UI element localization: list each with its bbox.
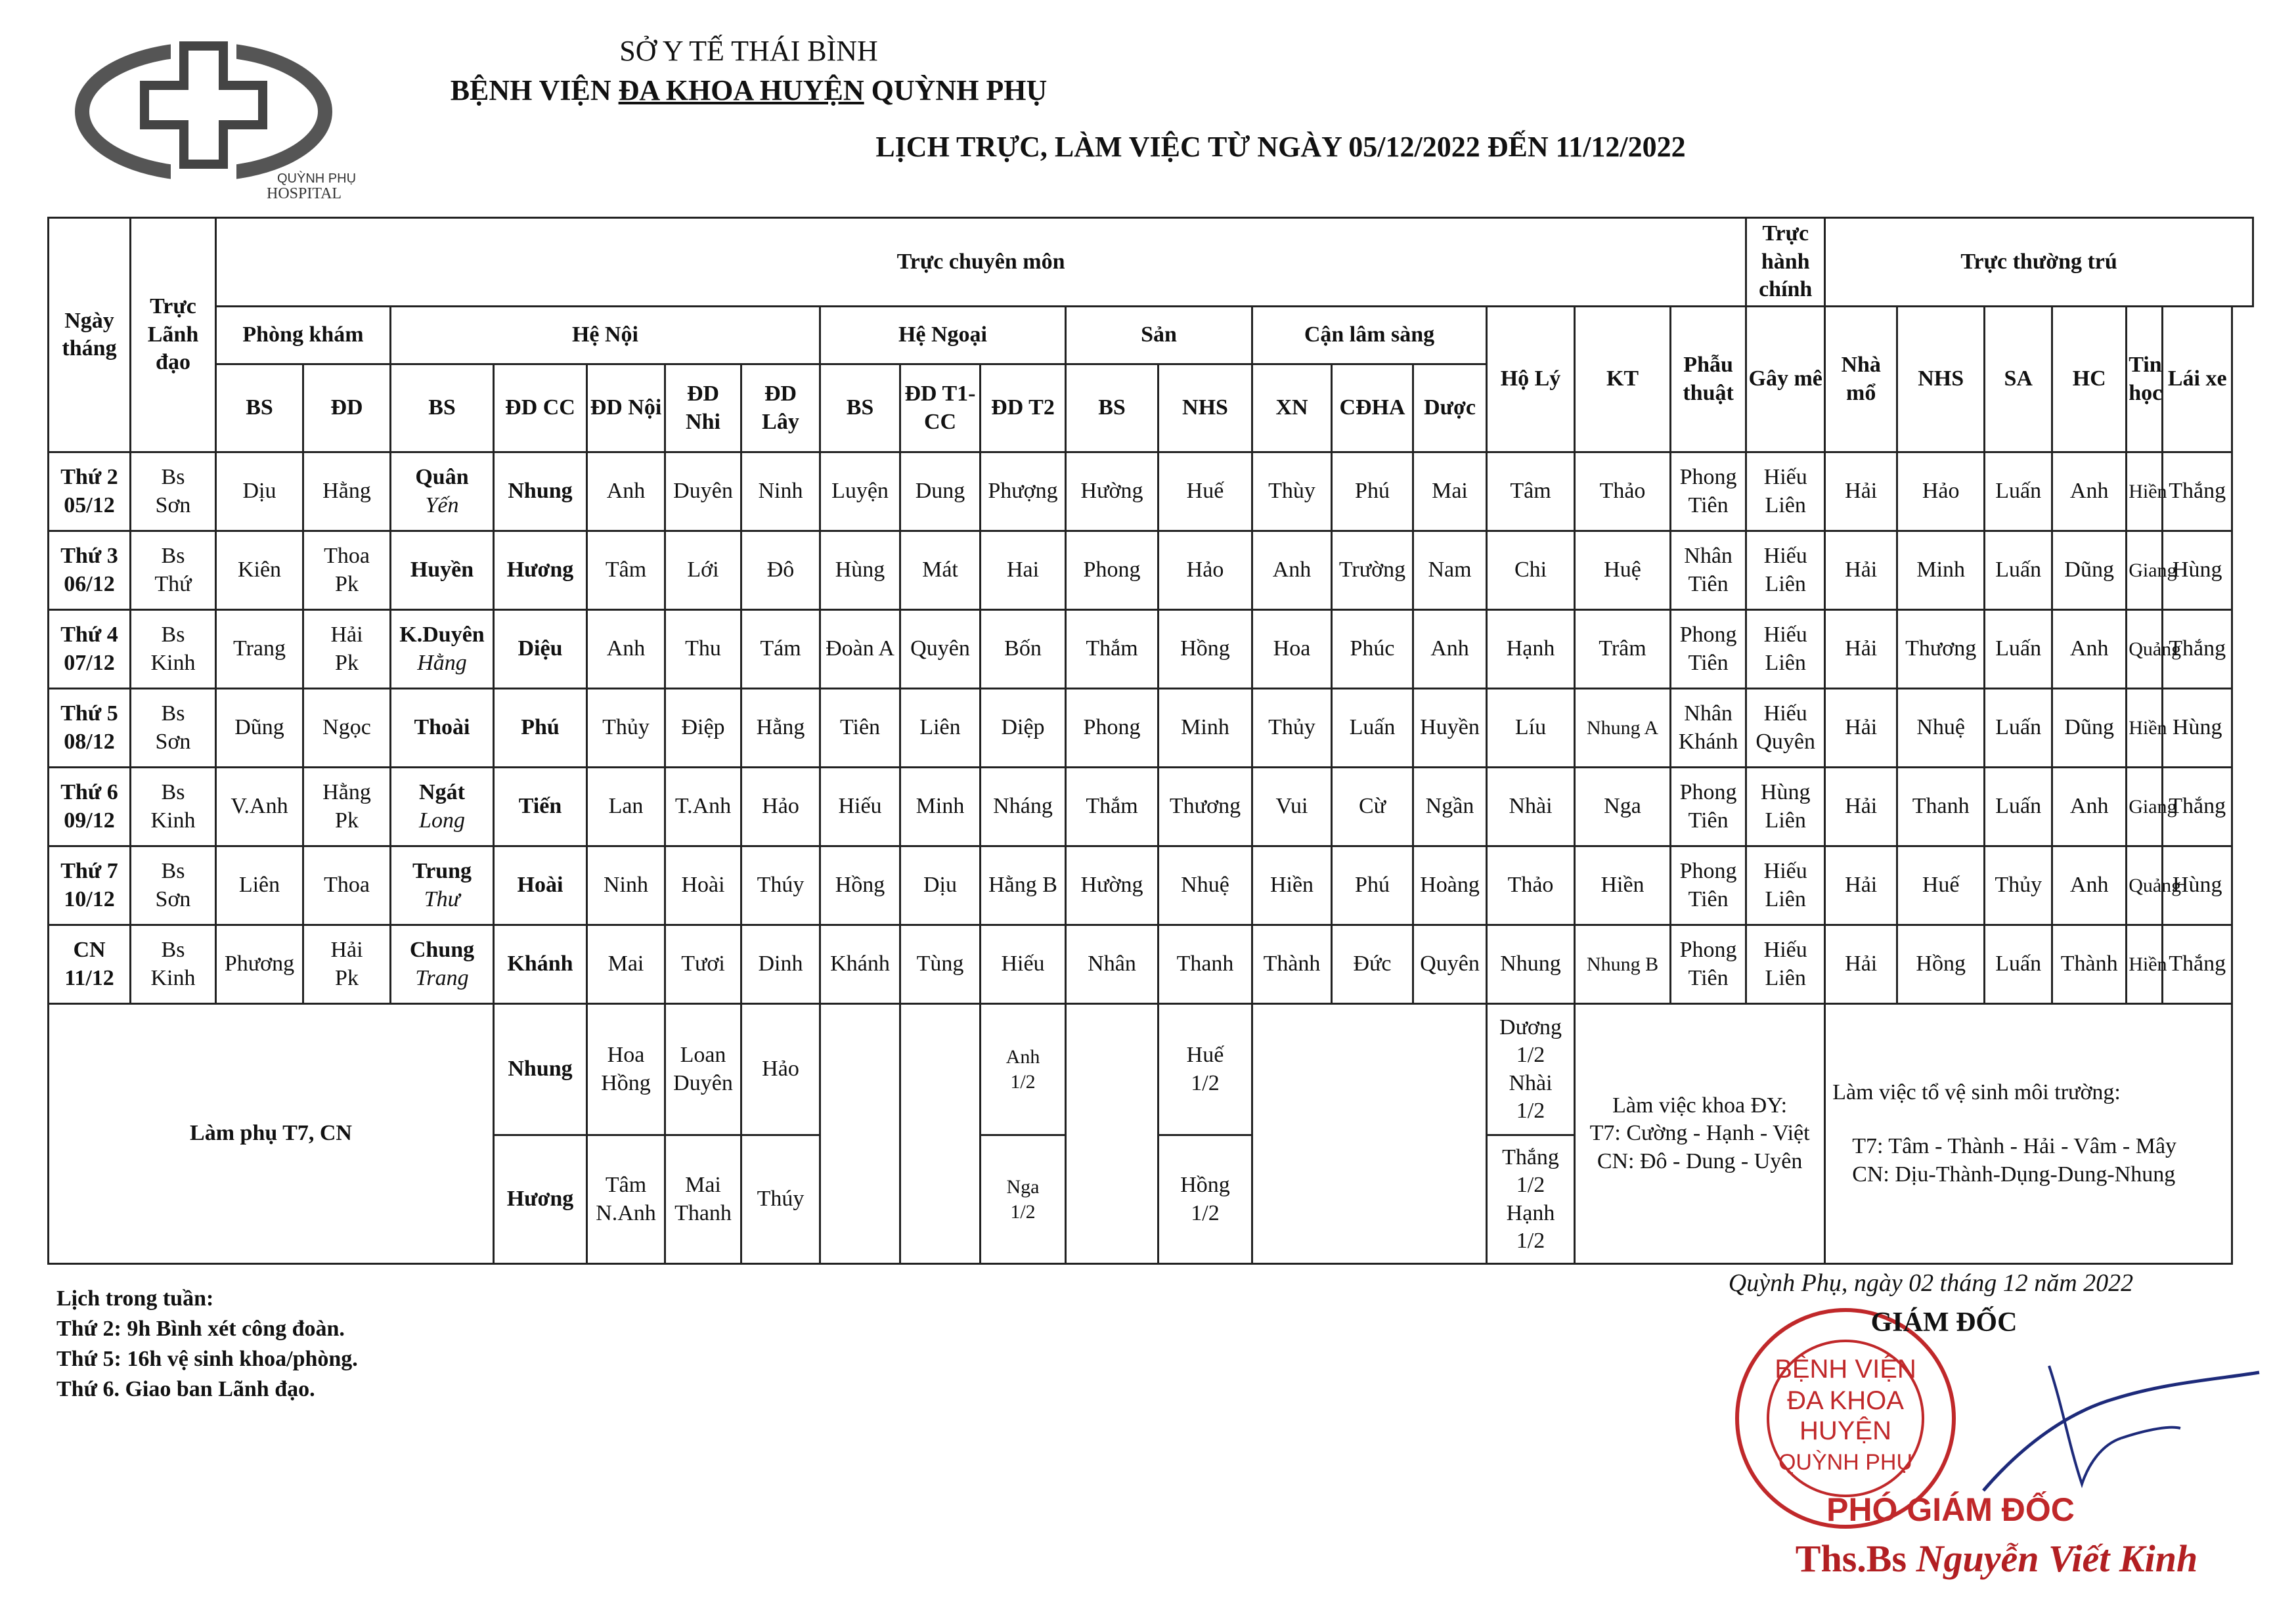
obst-nhs-cell: Hảo [1159, 531, 1252, 610]
surgery-cell: Phong Tiên [1671, 610, 1746, 689]
dd-lay-cell: Hảo [741, 768, 820, 846]
schedule-row [49, 689, 2253, 768]
it-cell: Hiền [2127, 689, 2163, 768]
leader-cell: Bs Sơn [131, 846, 216, 925]
xn-cell: Hoa [1252, 610, 1332, 689]
dd-lay-cell: Dinh [741, 925, 820, 1004]
duoc-cell: Mai [1413, 452, 1487, 531]
holy-cell: Nhài [1487, 768, 1575, 846]
clinic-dd-cell: Hải Pk [303, 610, 391, 689]
obst-nhs-cell: Thanh [1159, 925, 1252, 1004]
stamp-line-2: ĐA KHOA [1787, 1386, 1904, 1415]
date-cell: Thứ 7 10/12 [49, 846, 131, 925]
driver-cell: Hùng [2163, 689, 2232, 768]
cdha-cell: Phúc [1332, 610, 1413, 689]
nhs-cell: Hảo [1897, 452, 1985, 531]
schedule-title: LỊCH TRỰC, LÀM VIỆC TỪ NGÀY 05/12/2022 ĐẾN 11/12/2022 [875, 131, 1686, 163]
cdha-cell: Đức [1332, 925, 1413, 1004]
or-cell: Hải [1825, 689, 1897, 768]
obst-bs-cell: Hường [1066, 452, 1159, 531]
dd-nhi-cell: Thu [665, 610, 741, 689]
dd-t2-cell: Phượng [981, 452, 1066, 531]
clinic-bs-cell: Kiên [216, 531, 303, 610]
sub-dd-cc: ĐD CC [494, 364, 587, 452]
driver-cell: Hùng [2163, 846, 2232, 925]
nhs-cell: Thương [1897, 610, 1985, 689]
sa-cell: Luấn [1985, 768, 2052, 846]
dd-cc-cell: Tiến [494, 768, 587, 846]
obst-bs-cell: Hường [1066, 846, 1159, 925]
dd-t1-cell: Minh [900, 768, 981, 846]
schedule-row [49, 610, 2253, 689]
note-line: Thứ 5: 16h vệ sinh khoa/phòng. [56, 1347, 358, 1371]
group-internal: Hệ Nội [391, 307, 820, 364]
weekend-ddcc-1: Nhung [494, 1004, 587, 1135]
xn-cell: Anh [1252, 531, 1332, 610]
clinic-bs-cell: Trang [216, 610, 303, 689]
anesthesia-cell: Hiếu Liên [1746, 610, 1825, 689]
driver-cell: Thắng [2163, 452, 2232, 531]
dd-lay-cell: Hằng [741, 689, 820, 768]
cdha-cell: Phú [1332, 452, 1413, 531]
dd-lay-cell: Ninh [741, 452, 820, 531]
header-date: Ngày tháng [49, 218, 131, 452]
holy-cell: Thảo [1487, 846, 1575, 925]
sub-dd-lay: ĐD Lây [741, 364, 820, 452]
dd-t1-cell: Dịu [900, 846, 981, 925]
anesthesia-cell: Hiếu Liên [1746, 531, 1825, 610]
obst-bs-cell: Thắm [1066, 768, 1159, 846]
dd-cc-cell: Hương [494, 531, 587, 610]
weekend-ddlay-2: Thúy [741, 1135, 820, 1264]
schedule-row [49, 925, 2253, 1004]
obst-bs-cell: Nhân [1066, 925, 1159, 1004]
dd-noi-cell: Anh [587, 610, 665, 689]
driver-cell: Thắng [2163, 610, 2232, 689]
internal-bs-cell: Chung Trang [391, 925, 494, 1004]
dd-lay-cell: Đô [741, 531, 820, 610]
cdha-cell: Trường [1332, 531, 1413, 610]
date-cell: Thứ 6 09/12 [49, 768, 131, 846]
clinic-dd-cell: Ngọc [303, 689, 391, 768]
xn-cell: Thành [1252, 925, 1332, 1004]
weekend-nhs-2: Hồng 1/2 [1159, 1135, 1252, 1264]
dd-nhi-cell: Điệp [665, 689, 741, 768]
weekend-ddt2-2: Nga 1/2 [981, 1135, 1066, 1264]
place-date: Quỳnh Phụ, ngày 02 tháng 12 năm 2022 [1728, 1269, 2134, 1297]
it-cell: Hiền [2127, 452, 2163, 531]
vice-director-title: PHÓ GIÁM ĐỐC [1826, 1491, 2075, 1528]
anesthesia-cell: Hiếu Liên [1746, 846, 1825, 925]
duoc-cell: Anh [1413, 610, 1487, 689]
cdha-cell: Phú [1332, 846, 1413, 925]
group-obstetric: Sản [1066, 307, 1252, 364]
kt-cell: Thảo [1575, 452, 1671, 531]
date-cell: Thứ 4 07/12 [49, 610, 131, 689]
date-cell: Thứ 2 05/12 [49, 452, 131, 531]
clinic-dd-cell: Hằng [303, 452, 391, 531]
hc-cell: Anh [2052, 610, 2127, 689]
anesthesia-cell: Hiếu Liên [1746, 452, 1825, 531]
cdha-cell: Cừ [1332, 768, 1413, 846]
obst-nhs-cell: Nhuệ [1159, 846, 1252, 925]
dd-cc-cell: Phú [494, 689, 587, 768]
sub-dd-nhi: ĐD Nhi [665, 364, 741, 452]
internal-bs-cell: Trung Thư [391, 846, 494, 925]
it-cell: Quảng [2127, 610, 2163, 689]
sub-surgery-bs: BS [820, 364, 900, 452]
dd-noi-cell: Thủy [587, 689, 665, 768]
weekend-label: Làm phụ T7, CN [49, 1004, 494, 1264]
surgery-bs-cell: Hiếu [820, 768, 900, 846]
surgery-bs-cell: Luyện [820, 452, 900, 531]
kt-cell: Hiền [1575, 846, 1671, 925]
hc-cell: Anh [2052, 768, 2127, 846]
col-surgery: Phẫu thuật [1671, 307, 1746, 452]
it-cell: Quảng [2127, 846, 2163, 925]
col-sa: SA [1985, 307, 2052, 452]
duoc-cell: Hoàng [1413, 846, 1487, 925]
schedule-row [49, 846, 2253, 925]
dd-t1-cell: Quyên [900, 610, 981, 689]
col-anesthesia: Gây mê [1746, 307, 1825, 452]
col-driver: Lái xe [2163, 307, 2232, 452]
holy-cell: Hạnh [1487, 610, 1575, 689]
header-specialty: Trực chuyên môn [216, 218, 1746, 307]
surgery-cell: Nhân Tiên [1671, 531, 1746, 610]
signer-name: Ths.Bs Nguyễn Viết Kinh [1795, 1537, 2198, 1580]
kt-cell: Nhung A [1575, 689, 1671, 768]
sub-obst-bs: BS [1066, 364, 1159, 452]
obst-bs-cell: Thắm [1066, 610, 1159, 689]
hc-cell: Anh [2052, 452, 2127, 531]
surgery-cell: Nhân Khánh [1671, 689, 1746, 768]
clinic-bs-cell: Dịu [216, 452, 303, 531]
dd-cc-cell: Khánh [494, 925, 587, 1004]
leader-cell: Bs Kinh [131, 925, 216, 1004]
hospital-name: BỆNH VIỆN ĐA KHOA HUYỆN QUỲNH PHỤ [450, 74, 1048, 106]
obst-nhs-cell: Minh [1159, 689, 1252, 768]
holy-cell: Nhung [1487, 925, 1575, 1004]
group-clinic: Phòng khám [216, 307, 391, 364]
kt-cell: Nhung B [1575, 925, 1671, 1004]
duoc-cell: Nam [1413, 531, 1487, 610]
note-line: Thứ 6. Giao ban Lãnh đạo. [56, 1377, 315, 1401]
dd-nhi-cell: T.Anh [665, 768, 741, 846]
or-cell: Hải [1825, 610, 1897, 689]
surgery-bs-cell: Tiên [820, 689, 900, 768]
weekend-ddnoi-2: Tâm N.Anh [587, 1135, 665, 1264]
surgery-cell: Phong Tiên [1671, 846, 1746, 925]
obst-bs-cell: Phong [1066, 689, 1159, 768]
group-paraclinic: Cận lâm sàng [1252, 307, 1487, 364]
internal-bs-cell: Quân Yến [391, 452, 494, 531]
dd-lay-cell: Thúy [741, 846, 820, 925]
dd-t1-cell: Tùng [900, 925, 981, 1004]
clinic-dd-cell: Hải Pk [303, 925, 391, 1004]
weekend-ddt2-1: Anh 1/2 [981, 1004, 1066, 1135]
sub-dd-t1: ĐD T1-CC [900, 364, 981, 452]
weekend-kt-note: Làm việc khoa ĐY: T7: Cường - Hạnh - Việt CN: Đô - Dung - Uyên [1575, 1004, 1825, 1264]
notes-title: Lịch trong tuần: [56, 1286, 214, 1311]
clinic-bs-cell: Liên [216, 846, 303, 925]
sa-cell: Luấn [1985, 610, 2052, 689]
schedule-row [49, 452, 2253, 531]
schedule-row [49, 531, 2253, 610]
col-nhs: NHS [1897, 307, 1985, 452]
or-cell: Hải [1825, 452, 1897, 531]
dd-t2-cell: Hằng B [981, 846, 1066, 925]
surgery-bs-cell: Hùng [820, 531, 900, 610]
dd-cc-cell: Nhung [494, 452, 587, 531]
duoc-cell: Quyên [1413, 925, 1487, 1004]
weekly-notes [56, 1284, 358, 1405]
dd-nhi-cell: Tươi [665, 925, 741, 1004]
internal-bs-cell: Thoài [391, 689, 494, 768]
dd-nhi-cell: Hoài [665, 846, 741, 925]
stamp-line-3: HUYỆN [1799, 1416, 1892, 1445]
clinic-dd-cell: Hằng Pk [303, 768, 391, 846]
surgery-bs-cell: Hồng [820, 846, 900, 925]
sub-duoc: Dược [1413, 364, 1487, 452]
group-surgery: Hệ Ngoại [820, 307, 1066, 364]
holy-cell: Líu [1487, 689, 1575, 768]
dd-noi-cell: Ninh [587, 846, 665, 925]
weekend-resident-note: Làm việc tổ vệ sinh môi trường: T7: Tâm - Thành - Hải - Vâm - Mây CN: Dịu-Thành-Dụng-Dung-Nhung [1825, 1004, 2232, 1264]
stamp-line-4: QUỲNH PHỤ [1778, 1450, 1913, 1475]
sub-cdha: CĐHA [1332, 364, 1413, 452]
driver-cell: Thắng [2163, 925, 2232, 1004]
dd-noi-cell: Lan [587, 768, 665, 846]
dd-lay-cell: Tám [741, 610, 820, 689]
dd-nhi-cell: Lới [665, 531, 741, 610]
internal-bs-cell: Huyền [391, 531, 494, 610]
holy-cell: Tâm [1487, 452, 1575, 531]
sub-dd-t2: ĐD T2 [981, 364, 1066, 452]
dd-t1-cell: Liên [900, 689, 981, 768]
clinic-bs-cell: Phương [216, 925, 303, 1004]
anesthesia-cell: Hùng Liên [1746, 768, 1825, 846]
kt-cell: Nga [1575, 768, 1671, 846]
it-cell: Giang [2127, 768, 2163, 846]
duoc-cell: Ngần [1413, 768, 1487, 846]
weekend-ddnhi-2: Mai Thanh [665, 1135, 741, 1264]
dd-t2-cell: Hai [981, 531, 1066, 610]
sa-cell: Luấn [1985, 925, 2052, 1004]
weekend-nhs-1: Huế 1/2 [1159, 1004, 1252, 1135]
driver-cell: Thắng [2163, 768, 2232, 846]
or-cell: Hải [1825, 531, 1897, 610]
sub-internal-bs: BS [391, 364, 494, 452]
sub-obst-nhs: NHS [1159, 364, 1252, 452]
holy-cell: Chi [1487, 531, 1575, 610]
header-resident: Trực thường trú [1825, 218, 2253, 307]
stamp-line-1: BỆNH VIỆN [1775, 1355, 1916, 1384]
leader-cell: Bs Kinh [131, 768, 216, 846]
anesthesia-cell: Hiếu Liên [1746, 925, 1825, 1004]
sub-clinic-dd: ĐD [303, 364, 391, 452]
duty-schedule-table [47, 217, 2254, 1265]
leader-cell: Bs Thứ [131, 531, 216, 610]
col-it: Tin học [2127, 307, 2163, 452]
dd-cc-cell: Hoài [494, 846, 587, 925]
date-cell: Thứ 5 08/12 [49, 689, 131, 768]
date-cell: CN 11/12 [49, 925, 131, 1004]
nhs-cell: Minh [1897, 531, 1985, 610]
weekend-ddnhi-1: Loan Duyên [665, 1004, 741, 1135]
dd-noi-cell: Tâm [587, 531, 665, 610]
weekend-ddlay-1: Hảo [741, 1004, 820, 1135]
leader-cell: Bs Sơn [131, 689, 216, 768]
nhs-cell: Nhuệ [1897, 689, 1985, 768]
obst-nhs-cell: Hồng [1159, 610, 1252, 689]
col-hc: HC [2052, 307, 2127, 452]
weekend-ddnoi-1: Hoa Hồng [587, 1004, 665, 1135]
sub-dd-noi: ĐD Nội [587, 364, 665, 452]
sub-clinic-bs: BS [216, 364, 303, 452]
schedule-row [49, 768, 2253, 846]
dd-t2-cell: Bốn [981, 610, 1066, 689]
it-cell: Hiền [2127, 925, 2163, 1004]
leader-cell: Bs Kinh [131, 610, 216, 689]
header-leader: Trực Lãnh đạo [131, 218, 216, 452]
dd-t1-cell: Mát [900, 531, 981, 610]
hc-cell: Dũng [2052, 689, 2127, 768]
hc-cell: Thành [2052, 925, 2127, 1004]
clinic-bs-cell: V.Anh [216, 768, 303, 846]
hc-cell: Anh [2052, 846, 2127, 925]
dd-nhi-cell: Duyên [665, 452, 741, 531]
internal-bs-cell: Ngát Long [391, 768, 494, 846]
logo-text-1: QUỲNH PHỤ [277, 171, 357, 186]
surgery-cell: Phong Tiên [1671, 452, 1746, 531]
sa-cell: Thủy [1985, 846, 2052, 925]
weekend-ddcc-2: Hương [494, 1135, 587, 1264]
kt-cell: Huệ [1575, 531, 1671, 610]
header-admin: Trực hành chính [1746, 218, 1825, 307]
or-cell: Hải [1825, 768, 1897, 846]
col-operating-room: Nhà mổ [1825, 307, 1897, 452]
col-holy: Hộ Lý [1487, 307, 1575, 452]
note-line: Thứ 2: 9h Bình xét công đoàn. [56, 1317, 345, 1341]
clinic-dd-cell: Thoa Pk [303, 531, 391, 610]
surgery-cell: Phong Tiên [1671, 925, 1746, 1004]
dd-noi-cell: Anh [587, 452, 665, 531]
hc-cell: Dũng [2052, 531, 2127, 610]
director-title: GIÁM ĐỐC [1870, 1307, 2018, 1338]
date-cell: Thứ 3 06/12 [49, 531, 131, 610]
nhs-cell: Huế [1897, 846, 1985, 925]
nhs-cell: Hồng [1897, 925, 1985, 1004]
department-name: SỞ Y TẾ THÁI BÌNH [619, 35, 878, 67]
sub-xn: XN [1252, 364, 1332, 452]
xn-cell: Hiền [1252, 846, 1332, 925]
surgery-bs-cell: Đoàn A [820, 610, 900, 689]
obst-nhs-cell: Huế [1159, 452, 1252, 531]
logo-text-2: HOSPITAL [267, 185, 342, 202]
sa-cell: Luấn [1985, 689, 2052, 768]
duoc-cell: Huyền [1413, 689, 1487, 768]
clinic-bs-cell: Dũng [216, 689, 303, 768]
weekend-holy-2: Thắng 1/2 Hạnh 1/2 [1487, 1135, 1575, 1264]
it-cell: Giang [2127, 531, 2163, 610]
hospital-logo [72, 26, 361, 204]
leader-cell: Bs Sơn [131, 452, 216, 531]
dd-t2-cell: Hiếu [981, 925, 1066, 1004]
obst-bs-cell: Phong [1066, 531, 1159, 610]
dd-t2-cell: Nháng [981, 768, 1066, 846]
cdha-cell: Luấn [1332, 689, 1413, 768]
sa-cell: Luấn [1985, 452, 2052, 531]
internal-bs-cell: K.Duyên Hằng [391, 610, 494, 689]
xn-cell: Thủy [1252, 689, 1332, 768]
or-cell: Hải [1825, 846, 1897, 925]
xn-cell: Vui [1252, 768, 1332, 846]
dd-t2-cell: Diệp [981, 689, 1066, 768]
dd-cc-cell: Diệu [494, 610, 587, 689]
or-cell: Hải [1825, 925, 1897, 1004]
dd-noi-cell: Mai [587, 925, 665, 1004]
sa-cell: Luấn [1985, 531, 2052, 610]
col-kt: KT [1575, 307, 1671, 452]
driver-cell: Hùng [2163, 531, 2232, 610]
nhs-cell: Thanh [1897, 768, 1985, 846]
kt-cell: Trâm [1575, 610, 1671, 689]
clinic-dd-cell: Thoa [303, 846, 391, 925]
weekend-holy-1: Dương 1/2 Nhài 1/2 [1487, 1004, 1575, 1135]
surgery-bs-cell: Khánh [820, 925, 900, 1004]
xn-cell: Thùy [1252, 452, 1332, 531]
dd-t1-cell: Dung [900, 452, 981, 531]
surgery-cell: Phong Tiên [1671, 768, 1746, 846]
anesthesia-cell: Hiếu Quyên [1746, 689, 1825, 768]
obst-nhs-cell: Thương [1159, 768, 1252, 846]
